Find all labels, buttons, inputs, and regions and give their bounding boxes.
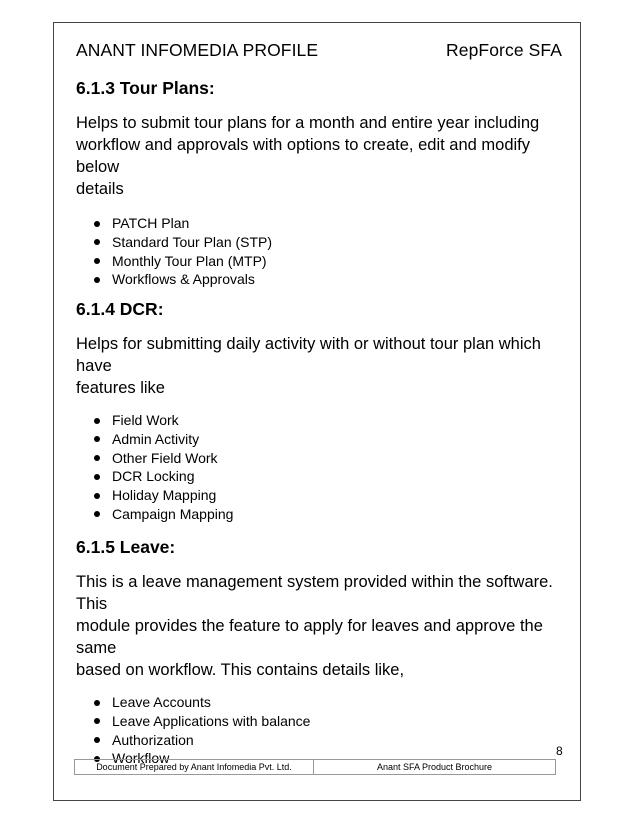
section-dcr bbox=[76, 297, 568, 524]
bullet-icon bbox=[94, 474, 100, 480]
section-leave bbox=[76, 535, 568, 768]
list-item-text: Authorization bbox=[112, 731, 194, 748]
section-text-line: Helps for submitting daily activity with or without tour plan which have bbox=[76, 335, 541, 375]
list-item bbox=[76, 214, 568, 233]
list-item-text: Workflows & Approvals bbox=[112, 271, 255, 288]
list-item-text: Field Work bbox=[112, 412, 179, 428]
section-title: 6.1.5 Leave: bbox=[76, 537, 176, 557]
list-item bbox=[76, 252, 568, 271]
bullet-icon bbox=[94, 511, 100, 517]
list-item-text: Campaign Mapping bbox=[112, 505, 234, 522]
footer-right: Anant SFA Product Brochure bbox=[376, 762, 493, 772]
list-item-text: Other Field Work bbox=[112, 449, 218, 466]
bullet-icon bbox=[94, 277, 100, 283]
page-header bbox=[76, 40, 562, 64]
list-item-text: PATCH Plan bbox=[112, 215, 190, 231]
list-item bbox=[76, 270, 568, 289]
section-title: 6.1.3 Tour Plans: bbox=[76, 78, 215, 98]
bullet-list bbox=[76, 693, 568, 768]
footer-left: Document Prepared by Anant Infomedia Pvt. Ltd. bbox=[75, 760, 314, 774]
list-item-text: Leave Accounts bbox=[112, 694, 211, 710]
header-product: RepForce SFA bbox=[446, 40, 562, 60]
section-title: 6.1.4 DCR: bbox=[76, 299, 164, 319]
section-text-line: features like bbox=[76, 379, 165, 397]
list-item bbox=[76, 411, 568, 430]
list-item bbox=[76, 449, 568, 468]
list-item-text: Standard Tour Plan (STP) bbox=[112, 233, 273, 250]
list-item-text: Workflow bbox=[112, 750, 170, 767]
section-tour-plans bbox=[76, 76, 568, 289]
page-number: 8 bbox=[556, 744, 563, 758]
list-item bbox=[76, 731, 568, 750]
bullet-icon bbox=[94, 418, 100, 424]
bullet-list bbox=[76, 411, 568, 524]
bullet-icon bbox=[94, 436, 100, 442]
section-text-line: Helps to submit tour plans for a month and entire year including bbox=[76, 114, 540, 132]
bullet-icon bbox=[94, 700, 100, 706]
list-item-text: DCR Locking bbox=[112, 468, 195, 485]
bullet-icon bbox=[94, 718, 100, 724]
section-text-line: workflow and approvals with options to create, edit and modify below bbox=[76, 136, 530, 176]
section-text-line: This is a leave management system provided within the software. This bbox=[76, 573, 553, 613]
section-text-line: details bbox=[76, 180, 124, 198]
bullet-icon bbox=[94, 737, 100, 743]
list-item-text: Admin Activity bbox=[112, 430, 200, 447]
list-item-text: Leave Applications with balance bbox=[112, 712, 311, 729]
bullet-icon bbox=[94, 239, 100, 245]
list-item bbox=[76, 233, 568, 252]
list-item bbox=[76, 467, 568, 486]
bullet-icon bbox=[94, 455, 100, 461]
list-item bbox=[76, 693, 568, 712]
list-item bbox=[76, 712, 568, 731]
list-item-text: Monthly Tour Plan (MTP) bbox=[112, 252, 267, 269]
bullet-list bbox=[76, 214, 568, 289]
list-item bbox=[76, 430, 568, 449]
bullet-icon bbox=[94, 221, 100, 227]
page-footer bbox=[74, 759, 556, 775]
list-item bbox=[76, 505, 568, 524]
section-text-line: based on workflow. This contains details like, bbox=[76, 661, 405, 679]
list-item-text: Holiday Mapping bbox=[112, 487, 217, 504]
header-company: ANANT INFOMEDIA PROFILE bbox=[76, 40, 319, 60]
bullet-icon bbox=[94, 258, 100, 264]
section-text-line: module provides the feature to apply for leaves and approve the same bbox=[76, 617, 543, 657]
list-item bbox=[76, 486, 568, 505]
bullet-icon bbox=[94, 493, 100, 499]
